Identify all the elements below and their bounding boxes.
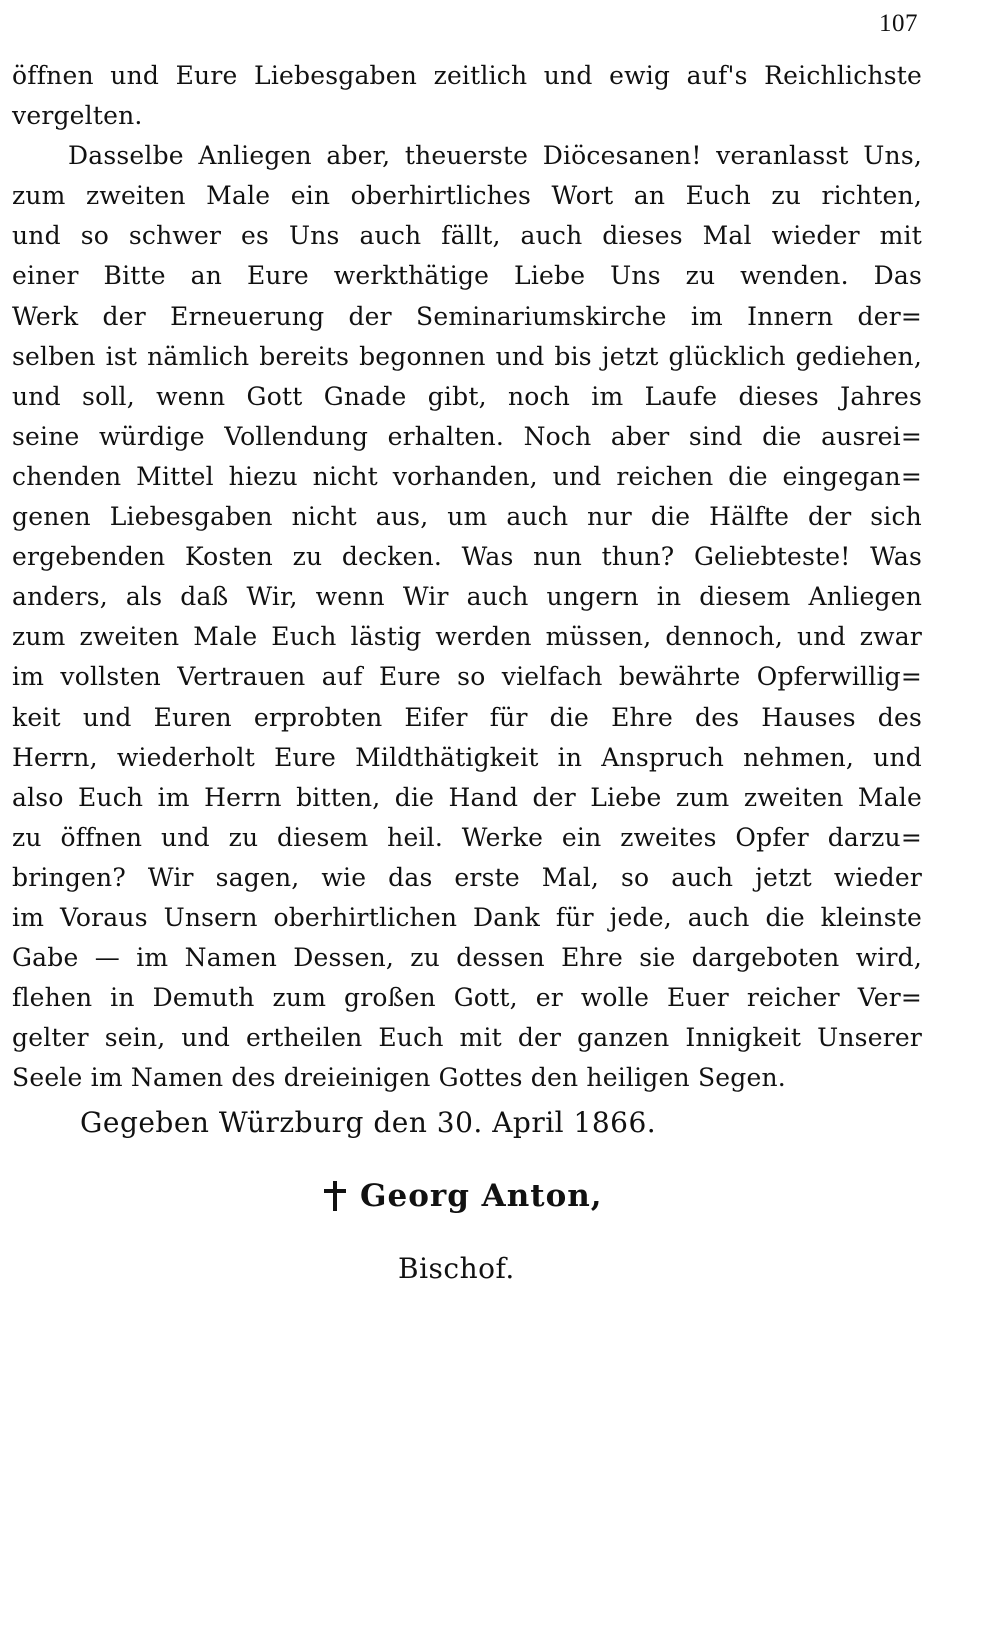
signature (324, 1178, 603, 1214)
text-line: flehen in Demuth zum großen Gott, er wolle Euer reicher Ver= (12, 983, 922, 1013)
text-line: einer Bitte an Eure werkthätige Liebe Uns zu wenden. Das (12, 261, 922, 291)
text-line: also Euch im Herrn bitten, die Hand der Liebe zum zweiten Male (12, 782, 922, 812)
text-line: bringen? Wir sagen, wie das erste Mal, so auch jetzt wieder (12, 862, 922, 892)
page-number: 107 (879, 10, 918, 37)
text-line: im vollsten Vertrauen auf Eure so vielfach bewährte Opferwillig= (12, 662, 922, 692)
text-line: selben ist nämlich bereits begonnen und bis jetzt glücklich gediehen, (12, 341, 922, 371)
text-line: genen Liebesgaben nicht aus, um auch nur die Hälfte der sich (12, 502, 922, 532)
text-line: ergebenden Kosten zu decken. Was nun thun? Geliebteste! Was (12, 542, 922, 572)
signatory-title: Bischof. (398, 1252, 515, 1285)
text-line: gelter sein, und ertheilen Euch mit der ganzen Innigkeit Unserer (12, 1023, 922, 1053)
text-line: Werk der Erneuerung der Seminariumskirche im Innern der= (12, 301, 922, 331)
text-line: und soll, wenn Gott Gnade gibt, noch im Laufe dieses Jahres (12, 381, 922, 411)
text-line: zu öffnen und zu diesem heil. Werke ein zweites Opfer darzu= (12, 822, 922, 852)
text-line: vergelten. (12, 101, 143, 131)
text-line: Herrn, wiederholt Eure Mildthätigkeit in Anspruch nehmen, und (12, 742, 922, 772)
text-line: anders, als daß Wir, wenn Wir auch ungern in diesem Anliegen (12, 582, 922, 612)
signature-name: Georg Anton, (360, 1178, 603, 1214)
text-line: seine würdige Vollendung erhalten. Noch aber sind die ausrei= (12, 421, 922, 451)
text-line: chenden Mittel hiezu nicht vorhanden, und reichen die eingegan= (12, 461, 922, 491)
dateline: Gegeben Würzburg den 30. April 1866. (80, 1106, 657, 1139)
text-line: zum zweiten Male Euch lästig werden müssen, dennoch, und zwar (12, 622, 922, 652)
text-line: im Voraus Unsern oberhirtlichen Dank für jede, auch die kleinste (12, 902, 922, 932)
text-line: zum zweiten Male ein oberhirtliches Wort an Euch zu richten, (12, 181, 922, 211)
text-line: keit und Euren erprobten Eifer für die Ehre des Hauses des (12, 702, 922, 732)
text-line: öffnen und Eure Liebesgaben zeitlich und ewig auf's Reichlichste (12, 61, 922, 90)
text-line: und so schwer es Uns auch fällt, auch dieses Mal wieder mit (12, 221, 922, 251)
text-line: Seele im Namen des dreieinigen Gottes den heiligen Segen. (12, 1063, 786, 1093)
cross-icon (324, 1181, 346, 1211)
text-line: Gabe — im Namen Dessen, zu dessen Ehre sie dargeboten wird, (12, 943, 922, 973)
text-line: Dasselbe Anliegen aber, theuerste Diöcesanen! veranlasst Uns, (68, 141, 922, 171)
letter-body (12, 56, 922, 1098)
